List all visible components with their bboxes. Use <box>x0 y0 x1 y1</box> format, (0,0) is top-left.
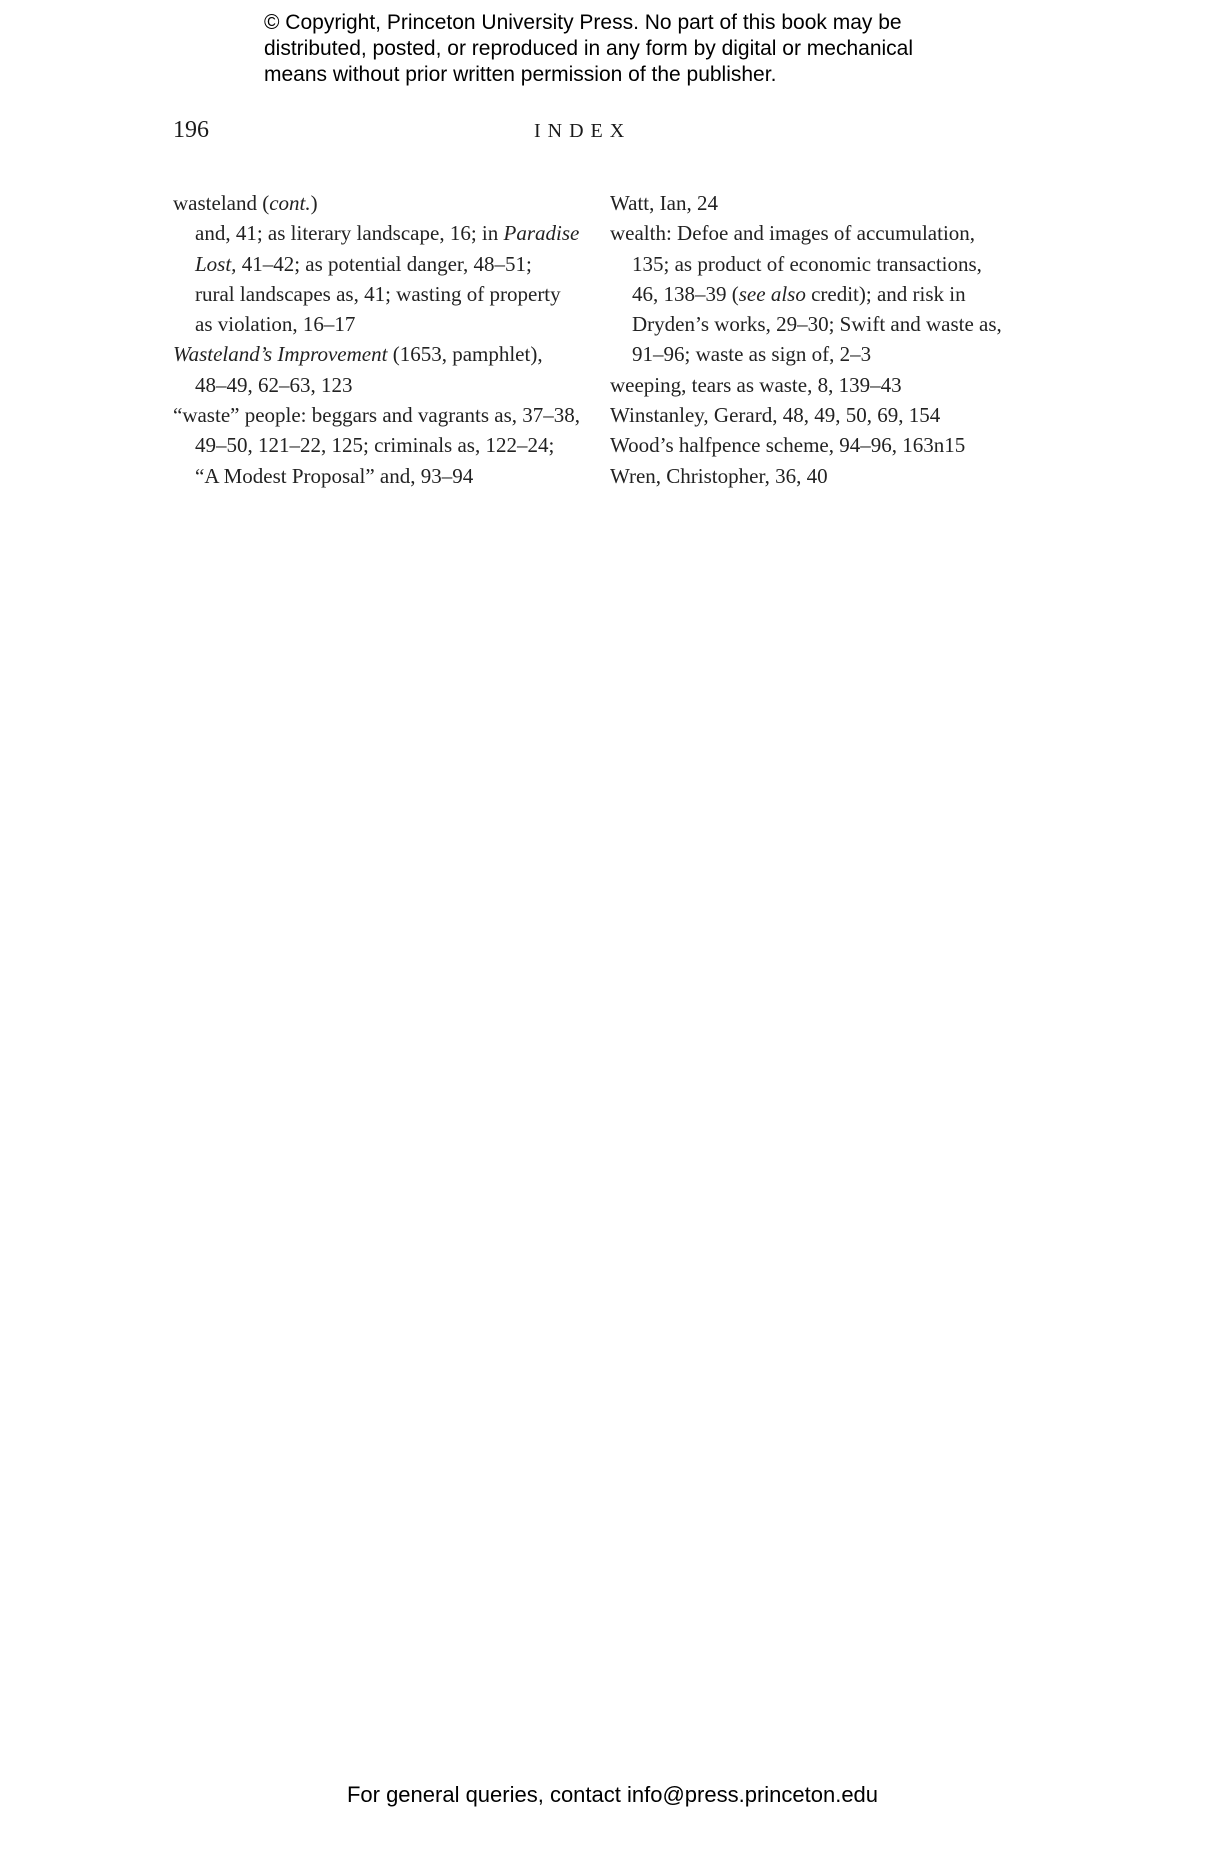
index-entry-line: Wood’s halfpence scheme, 94–96, 163n15 <box>610 433 966 458</box>
index-subentry-line: 48–49, 62–63, 123 <box>195 372 353 397</box>
copyright-notice <box>264 10 1024 88</box>
copyright-line: means without prior written permission of the publisher. <box>264 63 777 86</box>
index-entry-line: Winstanley, Gerard, 48, 49, 50, 69, 154 <box>610 403 941 428</box>
index-entry-line: Watt, Ian, 24 <box>610 191 718 215</box>
footer-contact: For general queries, contact info@press.princeton.edu <box>346 1782 879 1807</box>
page-number: 196 <box>173 117 209 143</box>
index-subentry-line: rural landscapes as, 41; wasting of property <box>195 281 561 306</box>
index-subentry-line: Lost, 41–42; as potential danger, 48–51; <box>195 251 532 276</box>
index-column-right <box>610 188 1050 491</box>
running-head: INDEX <box>534 120 632 142</box>
index-subentry-line: and, 41; as literary landscape, 16; in Paradise <box>195 221 580 246</box>
index-column-left <box>173 188 593 491</box>
index-entry-line: weeping, tears as waste, 8, 139–43 <box>610 372 902 397</box>
index-subentry-line: Dryden’s works, 29–30; Swift and waste as, <box>632 312 1002 337</box>
index-entry-line: Wren, Christopher, 36, 40 <box>610 463 828 488</box>
index-subentry-line: 46, 138–39 (see also credit); and risk in <box>632 281 966 306</box>
index-subentry-line: 91–96; waste as sign of, 2–3 <box>632 342 872 367</box>
index-subentry-line: 49–50, 121–22, 125; criminals as, 122–24; <box>195 433 555 458</box>
index-entry-line: “waste” people: beggars and vagrants as, 37–38, <box>173 403 581 428</box>
index-entry-line: Wasteland’s Improvement (1653, pamphlet), <box>173 342 543 367</box>
copyright-line: © Copyright, Princeton University Press. No part of this book may be <box>264 11 902 34</box>
index-subentry-line: 135; as product of economic transactions, <box>632 251 982 276</box>
index-entry-line: wasteland (cont.) <box>173 191 318 215</box>
index-subentry-line: “A Modest Proposal” and, 93–94 <box>195 463 474 488</box>
index-subentry-line: as violation, 16–17 <box>195 312 356 337</box>
copyright-line: distributed, posted, or reproduced in any form by digital or mechanical <box>264 37 914 60</box>
index-entry-line: wealth: Defoe and images of accumulation, <box>610 221 976 246</box>
